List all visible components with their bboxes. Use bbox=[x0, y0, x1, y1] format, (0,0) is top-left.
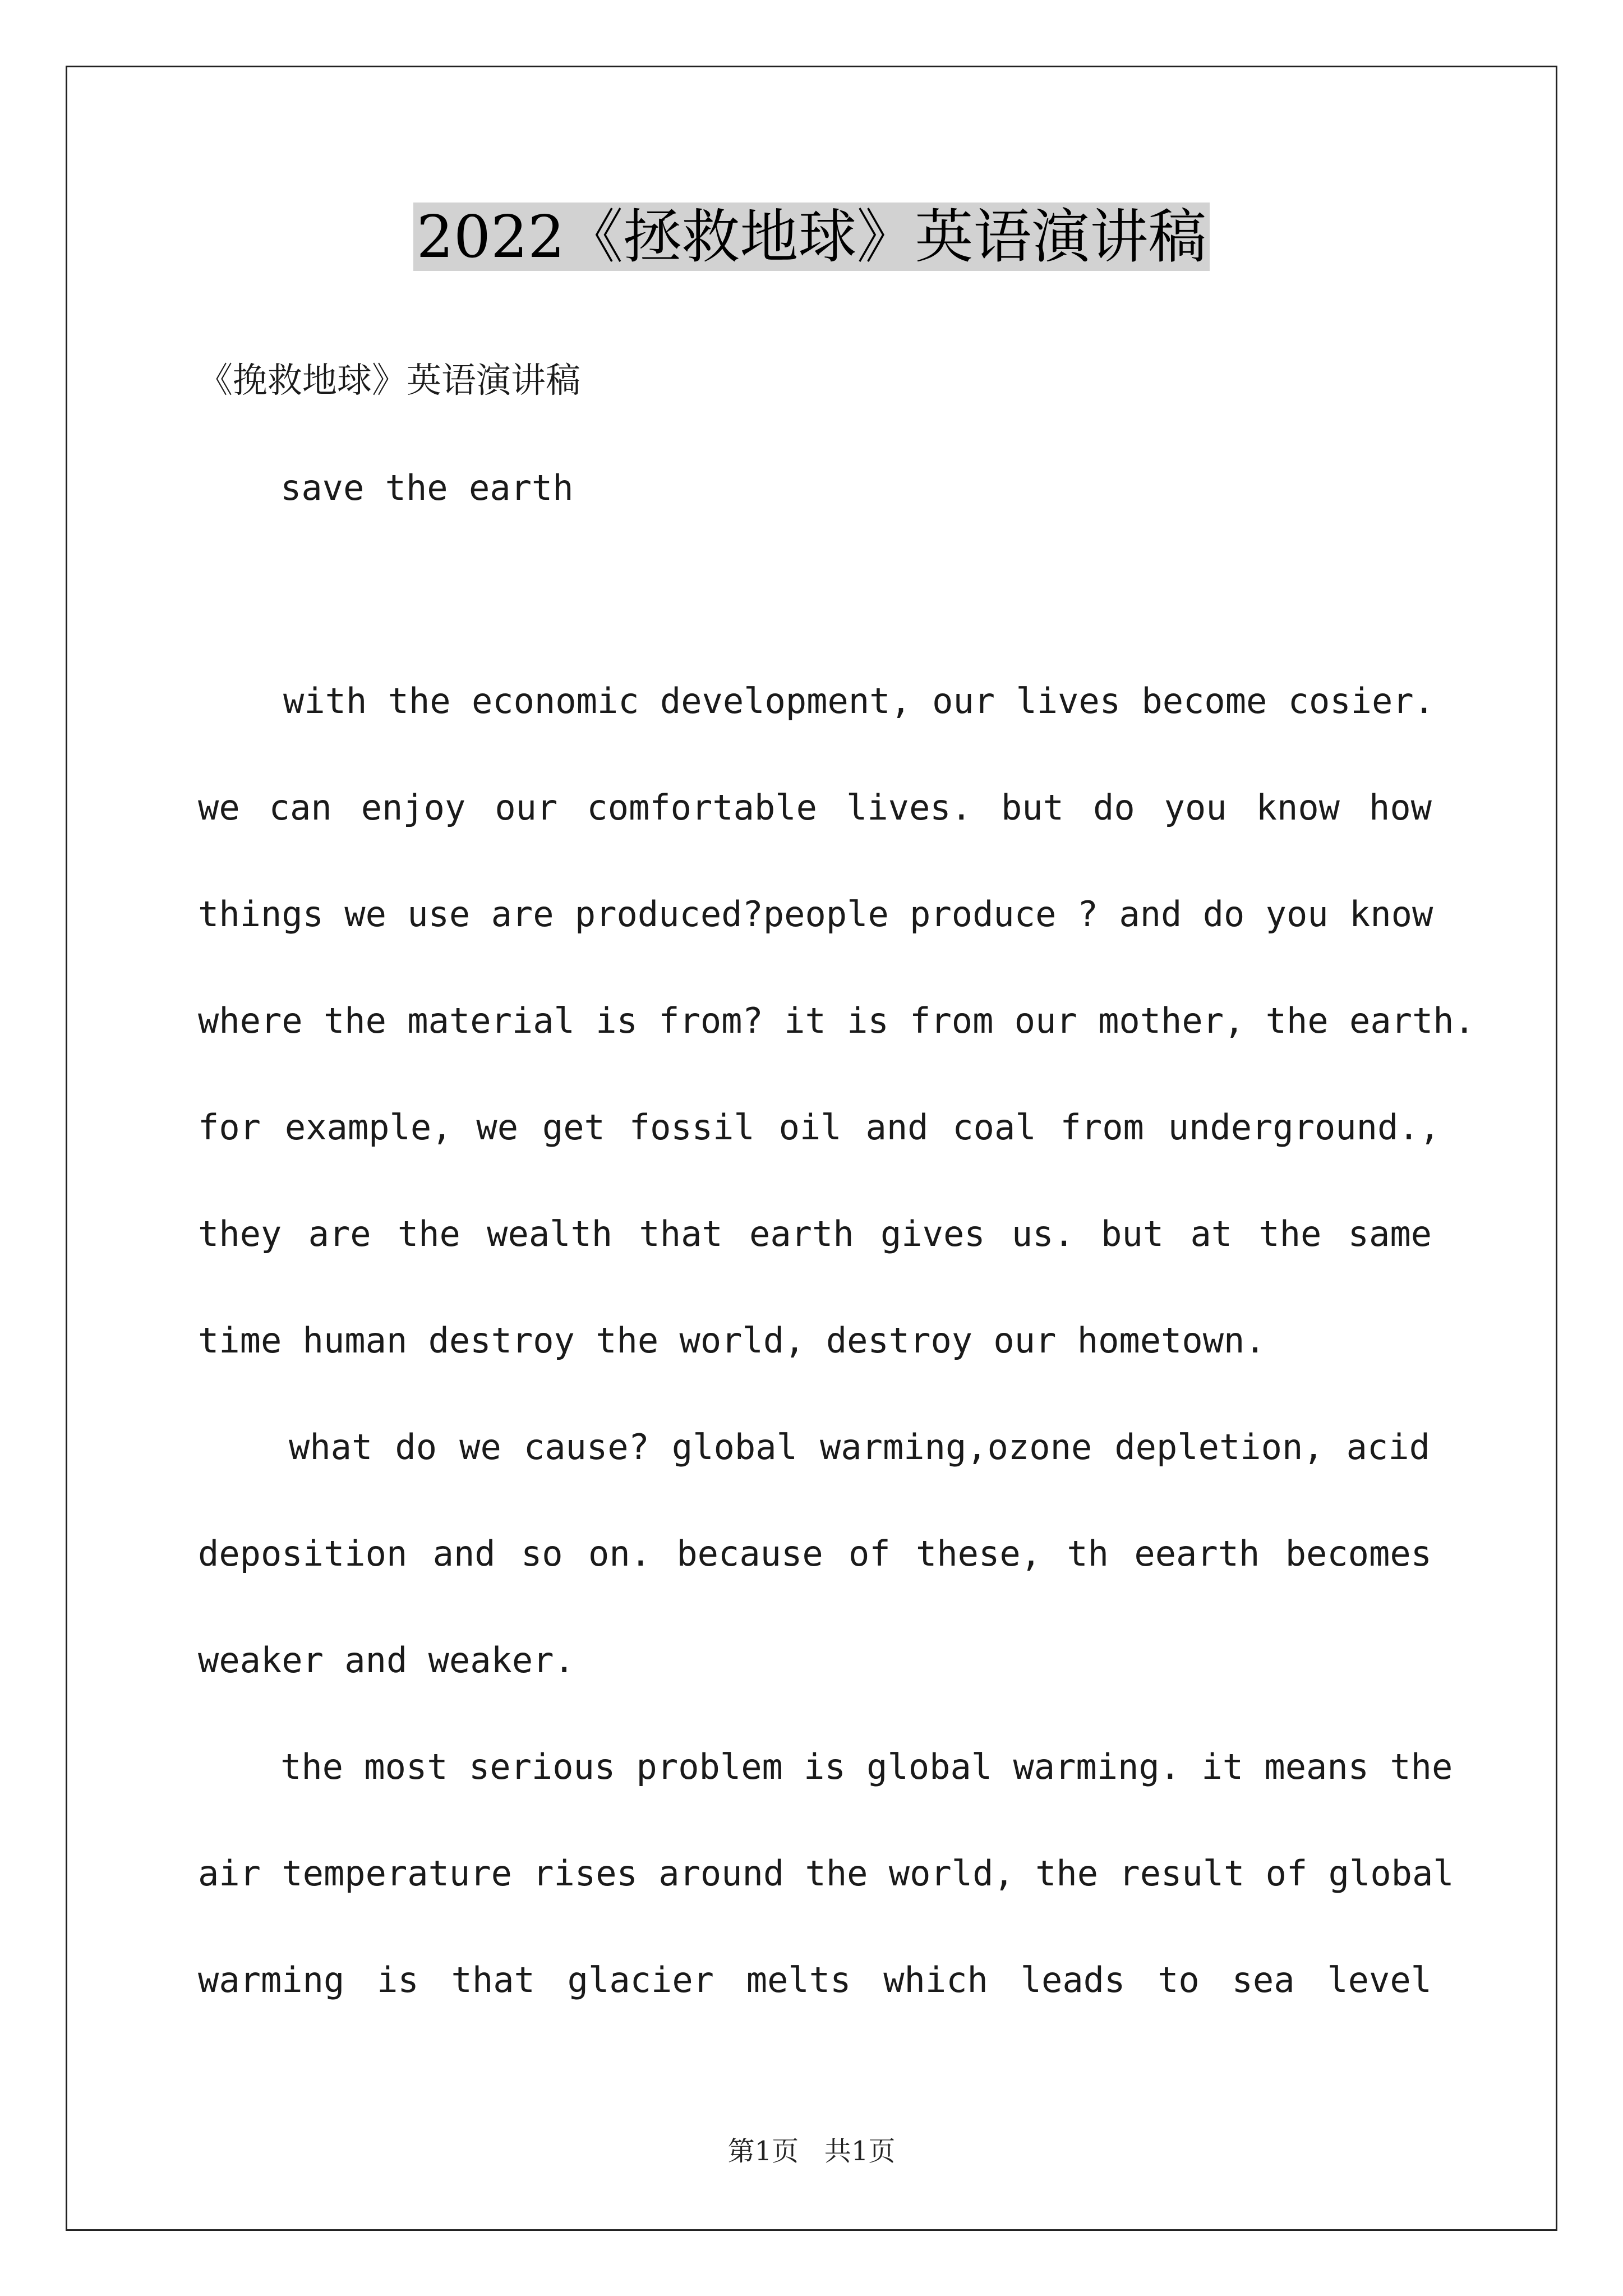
body-line: they are the wealth that earth gives us. but at the same bbox=[198, 1213, 1432, 1254]
body-line: the most serious problem is global warming. it means the bbox=[280, 1746, 1453, 1787]
body-line: air temperature rises around the world, the result of global bbox=[198, 1853, 1454, 1894]
body-line: time human destroy the world, destroy our hometown. bbox=[198, 1320, 1266, 1361]
document-subtitle: 《挽救地球》英语演讲稿 bbox=[198, 360, 581, 401]
body-line: deposition and so on. because of these, th eearth becomes bbox=[198, 1533, 1432, 1574]
document-title bbox=[0, 197, 1623, 276]
body-line: for example, we get fossil oil and coal from underground., bbox=[198, 1107, 1440, 1148]
body-line: where the material is from? it is from our mother, the earth. bbox=[198, 1000, 1475, 1041]
body-line: with the economic development, our lives become cosier. bbox=[283, 680, 1435, 721]
body-line: warming is that glacier melts which leads to sea level bbox=[198, 1959, 1432, 2000]
speech-heading: save the earth bbox=[280, 467, 574, 508]
document-title-text: 2022《拯救地球》英语演讲稿 bbox=[413, 203, 1210, 271]
body-line: weaker and weaker. bbox=[198, 1640, 575, 1681]
body-line: we can enjoy our comfortable lives. but do you know how bbox=[198, 787, 1432, 828]
page-footer: 第1页 共1页 bbox=[727, 2136, 896, 2167]
body-line: what do we cause? global warming,ozone depletion, acid bbox=[289, 1427, 1430, 1467]
body-line: things we use are produced?people produce ? and do you know bbox=[198, 894, 1433, 935]
